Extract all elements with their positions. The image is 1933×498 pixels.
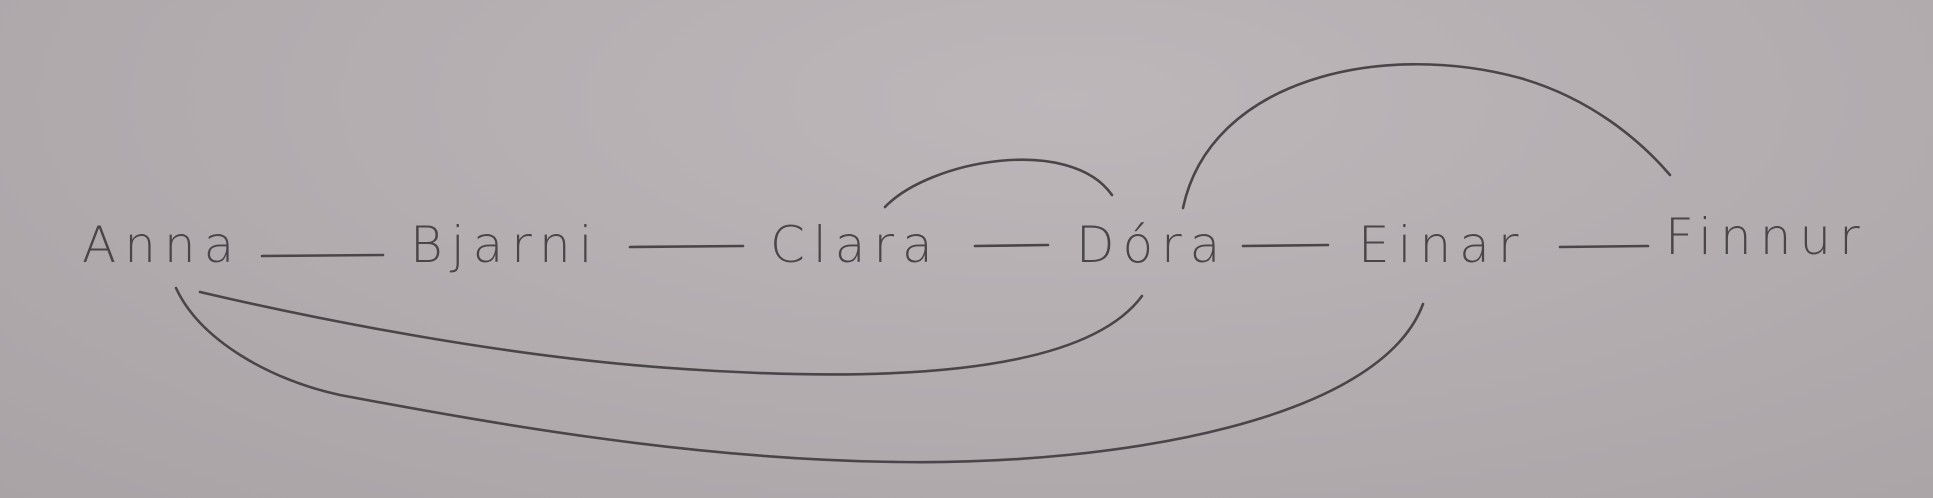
node-einar: Einar xyxy=(1358,216,1527,274)
edge-dora-finnur-arc xyxy=(1183,64,1670,208)
node-dora: Dóra xyxy=(1076,216,1229,274)
edge-dora-einar xyxy=(1243,245,1328,246)
edge-bjarni-clara xyxy=(630,246,743,247)
node-clara: Clara xyxy=(770,216,941,274)
node-finnur: Finnur xyxy=(1665,208,1868,266)
edge-anna-dora-arc xyxy=(200,292,1142,374)
edge-anna-bjarni xyxy=(262,255,383,256)
edge-clara-dora xyxy=(975,245,1048,246)
node-bjarni: Bjarni xyxy=(410,216,601,274)
node-anna: Anna xyxy=(82,216,243,274)
edge-einar-finnur xyxy=(1560,246,1648,247)
edge-clara-dora-arc xyxy=(885,160,1112,207)
